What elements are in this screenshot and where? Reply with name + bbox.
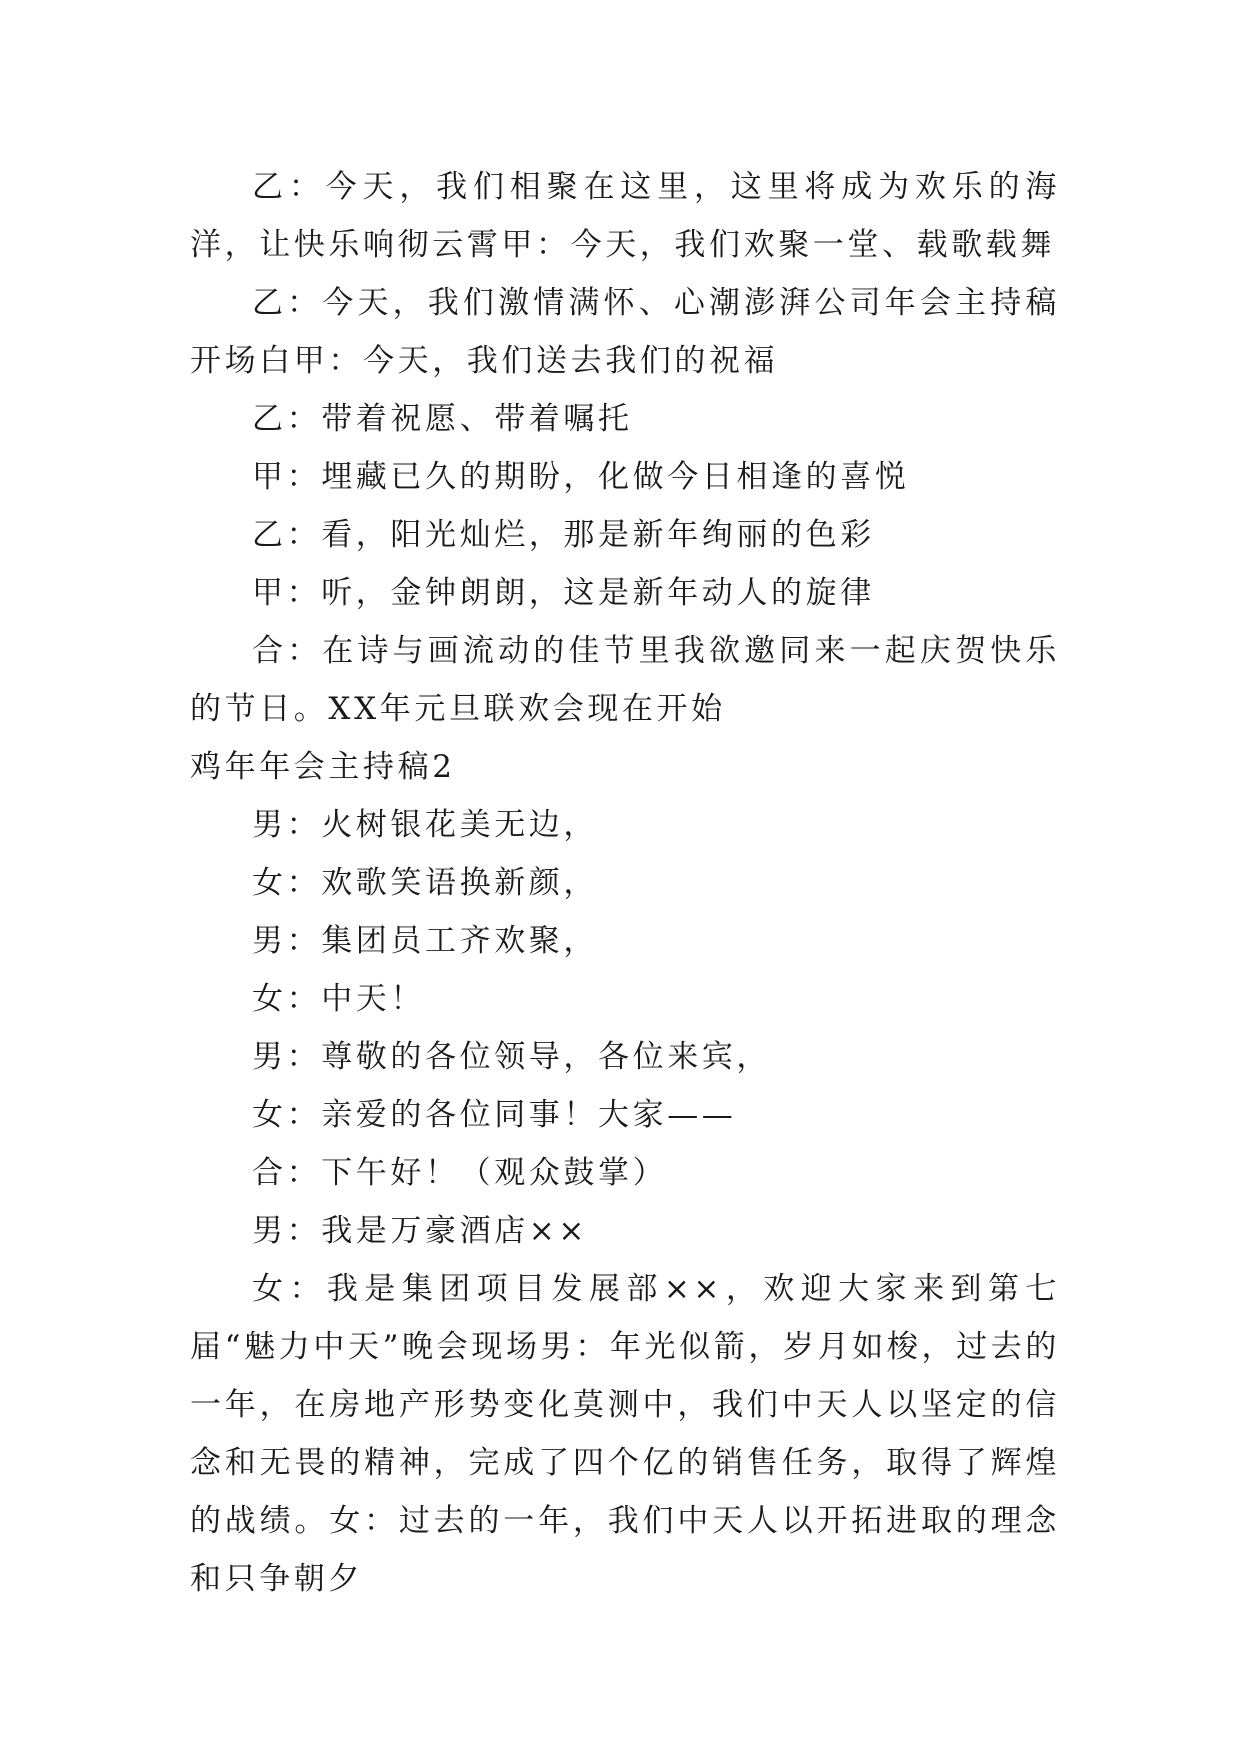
paragraph: 男：我是万豪酒店×× bbox=[252, 1213, 588, 1249]
paragraph: 乙：今天，我们激情满怀、心潮澎湃公司年会主持稿开场白甲：今天，我们送去我们的祝福 bbox=[190, 285, 1060, 379]
paragraph: 男：集团员工齐欢聚， bbox=[252, 923, 598, 959]
paragraph: 乙：今天，我们相聚在这里，这里将成为欢乐的海洋，让快乐响彻云霄甲：今天，我们欢聚一堂、载歌载舞 bbox=[190, 169, 1060, 263]
paragraph: 女：亲爱的各位同事！大家—— bbox=[252, 1097, 737, 1133]
paragraph: 甲：埋藏已久的期盼，化做今日相逢的喜悦 bbox=[252, 459, 910, 495]
paragraph: 女：中天！ bbox=[252, 981, 425, 1017]
paragraph: 合：下午好！（观众鼓掌） bbox=[252, 1155, 668, 1191]
paragraph: 男：火树银花美无边， bbox=[252, 807, 598, 843]
paragraph: 甲：听，金钟朗朗，这是新年动人的旋律 bbox=[252, 575, 875, 611]
section-heading: 鸡年年会主持稿2 bbox=[190, 749, 456, 785]
paragraph: 男：尊敬的各位领导，各位来宾， bbox=[252, 1039, 771, 1075]
paragraph: 乙：看，阳光灿烂，那是新年绚丽的色彩 bbox=[252, 517, 875, 553]
paragraph: 女：我是集团项目发展部××，欢迎大家来到第七届“魅力中天”晚会现场男：年光似箭，岁月如梭，过去的一年，在房地产形势变化莫测中，我们中天人以坚定的信念和无畏的精神，完成了四个亿的销售任务，取得了辉煌的战绩。女：过去的一年，我们中天人以开拓进取的理念和只争朝夕 bbox=[190, 1271, 1060, 1597]
document-body bbox=[190, 158, 1060, 1608]
paragraph: 合：在诗与画流动的佳节里我欲邀同来一起庆贺快乐的节日。XX年元旦联欢会现在开始 bbox=[190, 633, 1060, 727]
paragraph: 乙：带着祝愿、带着嘱托 bbox=[252, 401, 633, 437]
paragraph: 女：欢歌笑语换新颜， bbox=[252, 865, 598, 901]
